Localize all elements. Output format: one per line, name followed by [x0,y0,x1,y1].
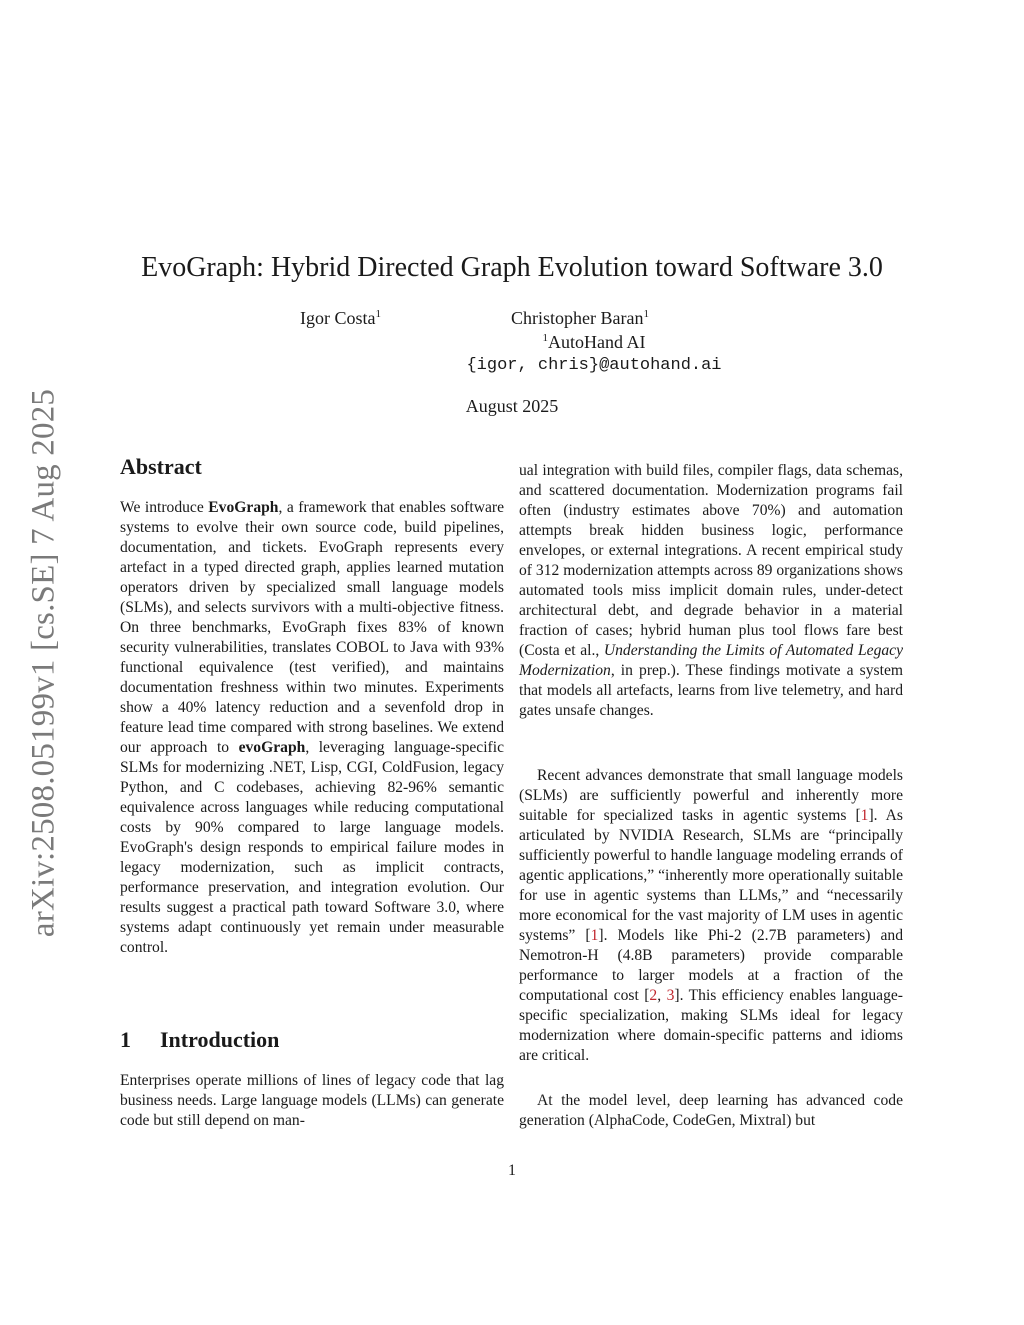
intro-paragraph-3: At the model level, deep learning has advanced code generation (AlphaCode, CodeGen, Mixtral) but [519,1092,903,1129]
introduction-heading [120,1027,279,1053]
affiliation-mark: 1 [375,308,381,320]
affiliation-name: AutoHand AI [548,332,646,352]
section-title: Introduction [160,1027,280,1052]
author-emails: {igor, chris}@autohand.ai [466,356,722,375]
evograph-name: EvoGraph [208,499,279,516]
citation-link[interactable]: 1 [590,927,599,944]
citation-link[interactable]: 3 [666,987,675,1004]
intro-paragraph-1-start: Enterprises operate millions of lines of legacy code that lag business needs. Large language models (LLMs) can generate code but still depend on man- [120,1072,504,1129]
author-name: Igor Costa [300,308,376,328]
page-number: 1 [508,1162,516,1179]
intro-paragraph-1-continued: ual integration with build files, compiler flags, data schemas, and scattered documentation. Modernization programs fail often (industry estimates above 70%) and automation attempts break hidden business logic, performance envelopes, or external integrations. A recent empirical study of 312 modernization attempts across 89 organizations shows automated tools miss implicit domain rules, under-detect architectural debt, and degrade behavior in a material fraction of cases; hybrid human plus tool flows fare best (Costa et al., Understanding the Limits of Automated Legacy Modernization, in prep.). These findings motivate a system that models all artefacts, learns from live telemetry, and hard gates unsafe changes. [519,462,904,719]
author-name: Christopher Baran [511,308,644,328]
intro-paragraph-2: Recent advances demonstrate that small language models (SLMs) are sufficiently powerful and inherently more suitable for specialized tasks in agentic systems [1]. As articulated by NVIDIA Research, SLMs are “principally sufficiently powerful to handle language modeling errands of agentic applications,” “inherently more operationally suitable for use in agentic systems than LLMs,” and “necessarily more economical for the vast majority of LM uses in agentic systems” [1]. Models like Phi-2 (2.7B parameters) and Nemotron-H (4.8B parameters) provide comparable performance to larger models at a fraction of the computational cost [2, 3]. This efficiency enables language-specific specialization, making SLMs ideal for legacy modernization where domain-specific patterns and idioms are critical. [519,767,903,1064]
abstract-heading: Abstract [120,454,202,479]
affiliation-mark: 1 [542,332,548,344]
author-igor-costa [300,308,381,329]
paper-title: EvoGraph: Hybrid Directed Graph Evolution toward Software 3.0 [141,252,883,283]
citation-link[interactable]: 2 [649,987,658,1004]
section-number: 1 [120,1027,131,1052]
affiliation-mark: 1 [643,308,649,320]
abstract-body: We introduce EvoGraph, a framework that enables software systems to evolve their own source code, build pipelines, documentation, and tickets. EvoGraph represents every artefact in a typed directed graph, applies learned mutation operators driven by specialized small language models (SLMs), and selects survivors with a multi-objective fitness. On three benchmarks, EvoGraph fixes 83% of known security vulnerabilities, translates COBOL to Java with 93% functional equivalence (test verified), and maintains documentation freshness within two minutes. Experiments show a 40% latency reduction and a sevenfold drop in feature lead time compared with strong baselines. We extend our approach to evoGraph, leveraging language-specific SLMs for modernizing .NET, Lisp, CGI, ColdFusion, legacy Python, and C codebases, achieving 82-96% semantic equivalence across languages while reducing computational costs by 90% compared to large language models. EvoGraph's design responds to empirical failure modes in legacy modernization, such as implicit contracts, performance preservation, and integration evolution. Our results suggest a practical path toward Software 3.0, where systems adapt continuously yet remain under measurable control. [120,499,505,956]
author-christopher-baran [511,308,649,329]
evograph-name-lowercase: evoGraph [238,739,306,756]
publication-date: August 2025 [465,396,559,416]
arxiv-identifier-stamp: arXiv:2508.05199v1 [cs.SE] 7 Aug 2025 [25,388,62,938]
affiliation [82,332,1024,353]
cited-work-title: Understanding the Limits of Automated Legacy Modernization [519,642,904,679]
citation-link[interactable]: 1 [860,807,869,824]
